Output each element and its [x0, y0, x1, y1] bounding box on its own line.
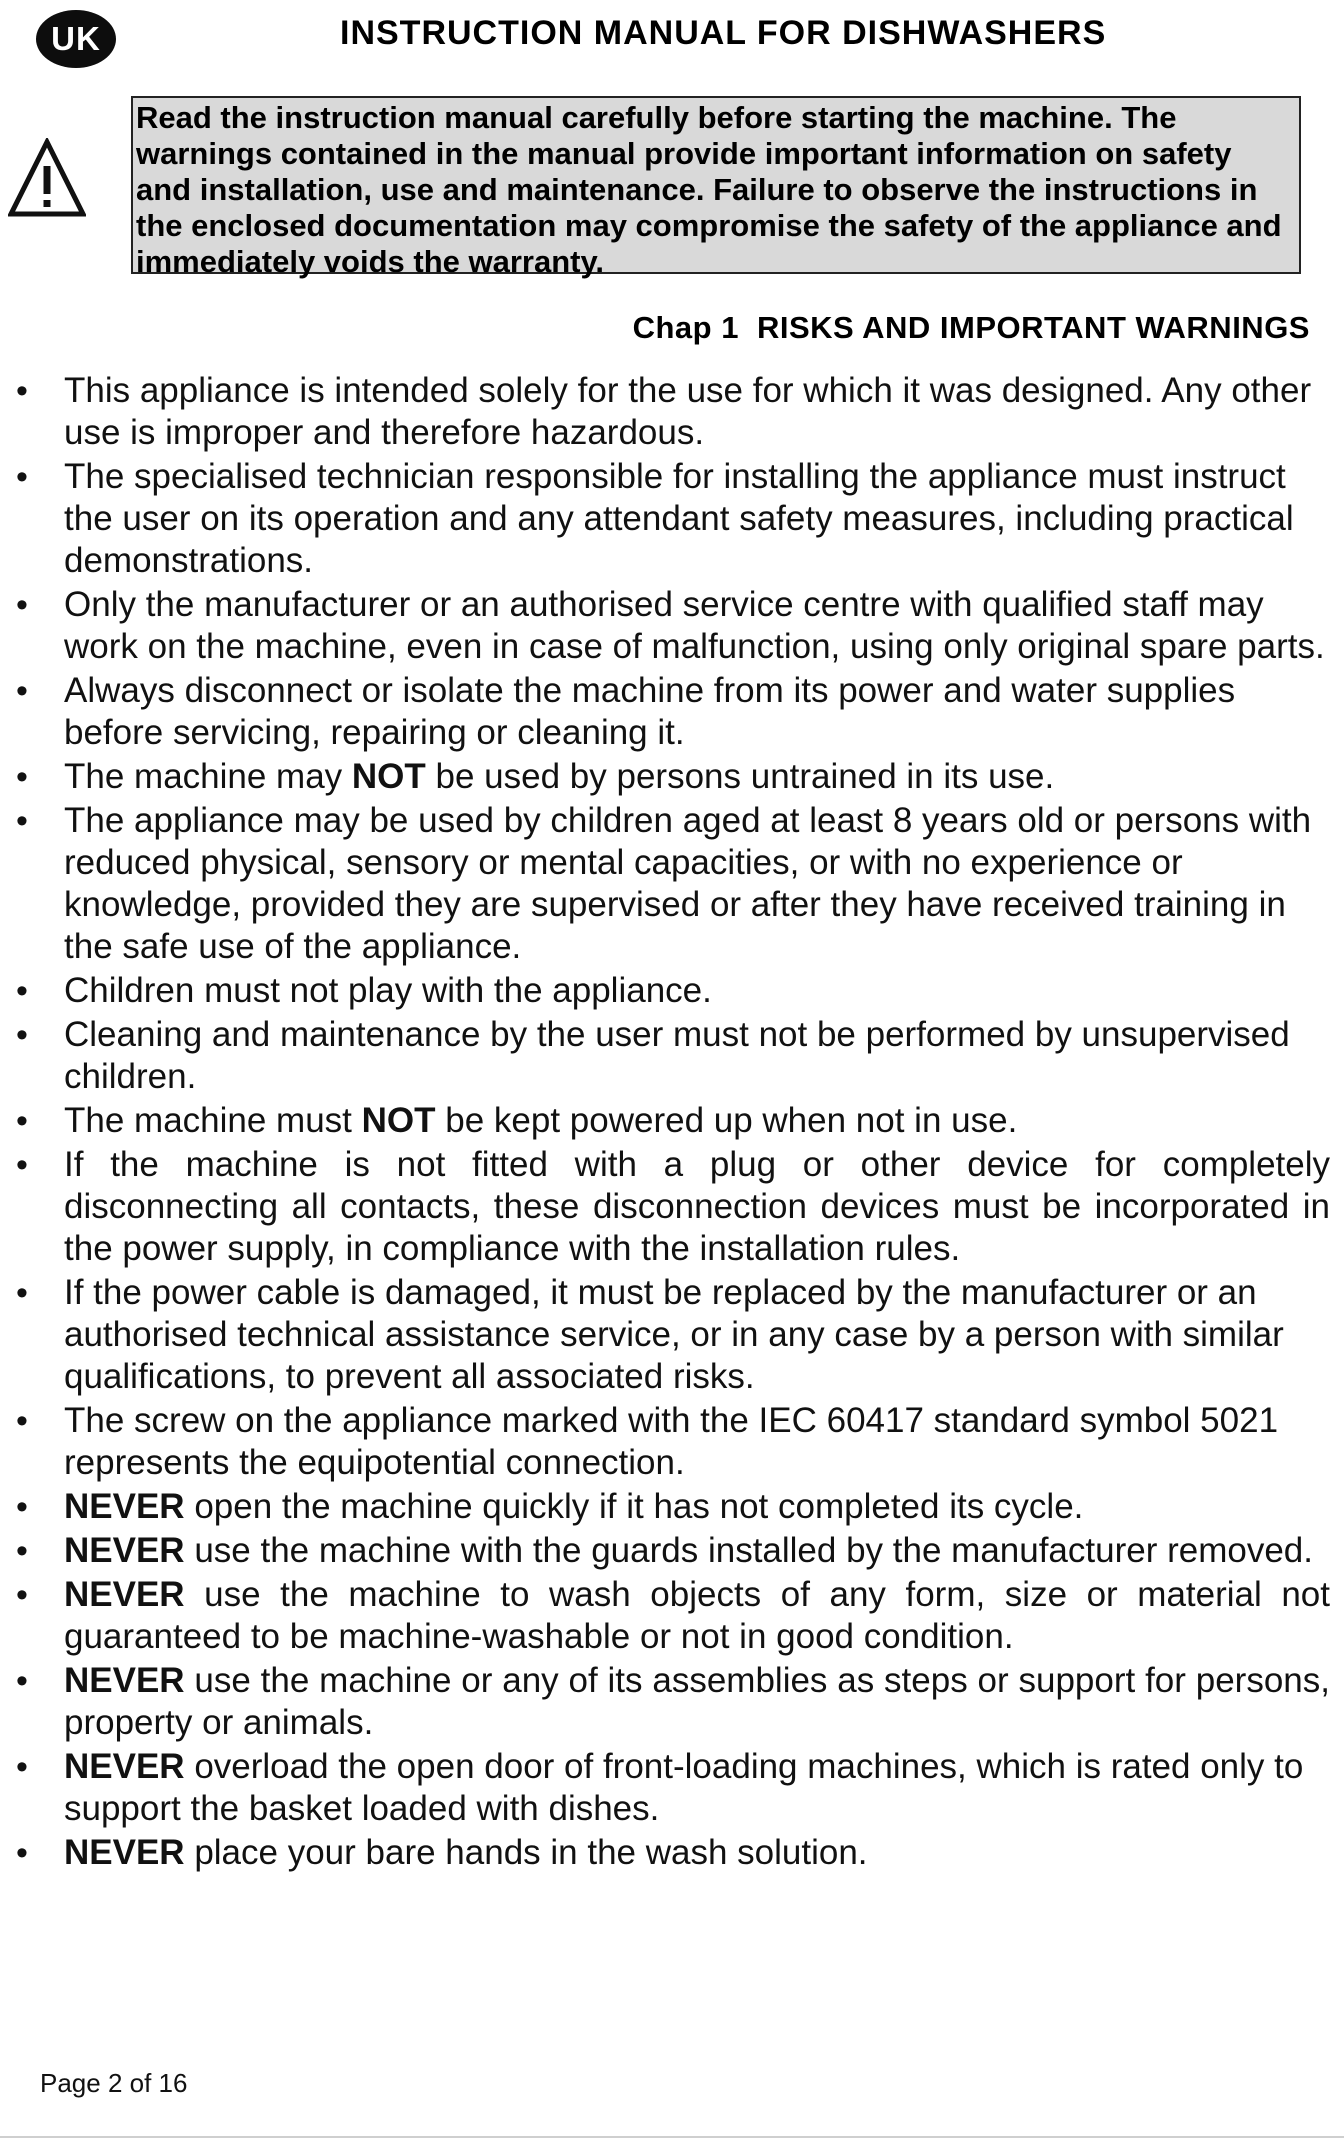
warning-item: [0, 800, 1330, 968]
warning-item-text: The machine may: [64, 757, 352, 796]
warning-item-emphasis: NEVER: [64, 1747, 185, 1786]
warning-item: [0, 1014, 1330, 1098]
warning-item-text: The machine must: [64, 1101, 362, 1140]
warning-item-emphasis: NEVER: [64, 1531, 185, 1570]
warning-item-text: If the power cable is damaged, it must be replaced by the manufacturer or an authorised technical assistance service, or in any case by a person with similar qualifications, to prevent all associated risks.: [64, 1273, 1284, 1396]
warning-item-text: place your bare hands in the wash solution.: [184, 1833, 868, 1872]
warning-item-text: The specialised technician responsible for installing the appliance must instruct the user on its operation and any attendant safety measures, including practical demonstrations.: [64, 457, 1294, 580]
warning-item: [0, 456, 1330, 582]
warning-item-emphasis: NEVER: [64, 1575, 185, 1614]
page-bottom-rule: [0, 2136, 1344, 2138]
safety-notice-box: [131, 96, 1301, 279]
warning-item: [0, 670, 1330, 754]
warning-item-text: use the machine or any of its assemblies as steps or support for persons, property or animals.: [64, 1661, 1330, 1742]
warning-item-text: If the machine is not fitted with a plug or other device for completely disconnecting all contacts, these disconnection devices must be incorporated in the power supply, in compliance with the installation rules.: [64, 1145, 1330, 1268]
warning-item-text: Cleaning and maintenance by the user must not be performed by unsupervised children.: [64, 1015, 1290, 1096]
warning-item-text: The appliance may be used by children aged at least 8 years old or persons with reduced physical, sensory or mental capacities, or with no experience or knowledge, provided they are supervised or after they have received training in the safe use of the appliance.: [64, 801, 1312, 966]
warning-item: [0, 1272, 1330, 1398]
warning-item-text: be used by persons untrained in its use.: [425, 757, 1055, 796]
chapter-title: RISKS AND IMPORTANT WARNINGS: [756, 310, 1310, 345]
warning-item-emphasis: NOT: [351, 757, 426, 796]
warning-item-text: overload the open door of front-loading machines, which is rated only to support the basket loaded with dishes.: [64, 1747, 1304, 1828]
page-number: Page 2 of 16: [40, 2068, 188, 2098]
warning-item-text: The screw on the appliance marked with the IEC 60417 standard symbol 5021 represents the equipotential connection.: [64, 1401, 1279, 1482]
chapter-heading: [633, 310, 1310, 346]
warning-item-text: open the machine quickly if it has not completed its cycle.: [184, 1487, 1084, 1526]
warning-triangle-icon: [8, 138, 86, 222]
warning-item-emphasis: NOT: [361, 1101, 436, 1140]
warning-item: [0, 970, 1330, 1012]
safety-notice-text: Read the instruction manual carefully before starting the machine. The warnings contained in the manual provide important information on safety and installation, use and maintenance. Failure to observe the instructions in the enclosed documentation may compromise the safety of the appliance and immediately voids the warranty.: [136, 100, 1282, 279]
warning-item: [0, 1660, 1330, 1744]
warning-item-emphasis: NEVER: [64, 1661, 185, 1700]
warning-item-text: Only the manufacturer or an authorised service centre with qualified staff may work on the machine, even in case of malfunction, using only original spare parts.: [64, 585, 1325, 666]
warning-item: [0, 1400, 1330, 1484]
warnings-list: [0, 370, 1330, 1876]
warning-item: [0, 1530, 1330, 1572]
language-badge-label: UK: [51, 20, 101, 57]
warning-item: [0, 1144, 1330, 1270]
warning-item: [0, 370, 1330, 454]
warning-item-text: be kept powered up when not in use.: [435, 1101, 1018, 1140]
warning-item-emphasis: NEVER: [64, 1833, 185, 1872]
warning-item-text: This appliance is intended solely for the use for which it was designed. Any other use is improper and therefore hazardous.: [64, 371, 1312, 452]
warning-item: [0, 1746, 1330, 1830]
warning-item: [0, 1100, 1330, 1142]
warning-item: [0, 1574, 1330, 1658]
warning-item-text: Children must not play with the appliance.: [64, 971, 712, 1010]
warning-item-text: use the machine with the guards installed by the manufacturer removed.: [184, 1531, 1313, 1570]
warning-item-text: Always disconnect or isolate the machine from its power and water supplies before servicing, repairing or cleaning it.: [64, 671, 1236, 752]
warning-item: [0, 756, 1330, 798]
warning-item-emphasis: NEVER: [64, 1487, 185, 1526]
language-badge: [36, 10, 116, 68]
warning-item: [0, 1486, 1330, 1528]
warning-item: [0, 1832, 1330, 1874]
warning-item-text: use the machine to wash objects of any form, size or material not guaranteed to be machine-washable or not in good condition.: [64, 1575, 1330, 1656]
document-title: INSTRUCTION MANUAL FOR DISHWASHERS: [340, 14, 1107, 52]
chapter-number: Chap 1: [632, 310, 739, 345]
warning-item: [0, 584, 1330, 668]
